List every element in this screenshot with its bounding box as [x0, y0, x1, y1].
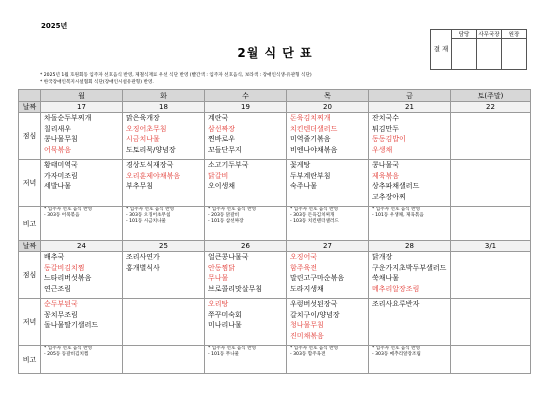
remark-row [19, 207, 531, 241]
remark-cell [287, 346, 369, 374]
menu-item: 우생채 [372, 145, 393, 154]
day-label: 날짜 [19, 102, 41, 113]
menu-item: 오징어초무침 [126, 124, 167, 133]
remark-line: * 입주자 선호 음식 반영 [372, 207, 421, 212]
approval-sign-director [502, 39, 527, 70]
menu-item: 차돌순두부찌개 [44, 114, 92, 122]
menu-item: 꽃게탕 [290, 161, 311, 169]
date-cell: 19 [205, 102, 287, 113]
remark-cell [41, 346, 123, 374]
date-cell: 27 [287, 241, 369, 252]
lunch-cell [205, 252, 287, 299]
remark-cell [451, 346, 531, 374]
dinner-cell [287, 160, 369, 207]
menu-item: 함주육전 [290, 263, 318, 272]
weekday-header-row [19, 90, 531, 102]
lunch-cell [287, 252, 369, 299]
menu-item: 두부계란부침 [290, 171, 331, 180]
remark-cell [123, 207, 205, 241]
remark-line: * 입주자 선호 음식 반영 [44, 207, 93, 212]
approval-label: 결 재 [431, 30, 452, 70]
remark-cell [369, 207, 451, 241]
weekday-header: 수 [205, 90, 287, 102]
remark-line: * 입주자 선호 음식 반영 [290, 346, 339, 351]
date-cell: 25 [123, 241, 205, 252]
dinner-cell [451, 160, 531, 207]
remark-cell [369, 346, 451, 374]
remark-line: - 101동 삼선짜장 [208, 219, 244, 224]
remark-line: - 303동 돈육김치찌개 [290, 213, 335, 218]
remark-line: * 입주자 선호 음식 반영 [126, 207, 175, 212]
menu-item: 숙주나물 [290, 182, 318, 190]
date-cell: 24 [41, 241, 123, 252]
menu-item: 배추국 [44, 253, 65, 261]
menu-item: 쑥채나물 [372, 274, 400, 282]
menu-item: 튀김만두 [372, 124, 400, 133]
date-row [19, 241, 531, 252]
remark-cell [451, 207, 531, 241]
menu-item: 오리훈제야채볶음 [126, 171, 181, 180]
remark-line: * 입주자 선호 음식 반영 [44, 346, 93, 351]
meal-table [18, 89, 531, 374]
dinner-cell [369, 299, 451, 346]
menu-item: 꽁치무조림 [44, 310, 78, 319]
menu-item: 홍개별식사 [126, 263, 160, 272]
menu-item: 비엔나야채볶음 [290, 145, 338, 154]
dinner-cell [369, 160, 451, 207]
lunch-label: 점심 [19, 252, 41, 299]
menu-item: 어묵볶음 [44, 145, 72, 154]
weekday-header: 화 [123, 90, 205, 102]
dinner-cell [41, 160, 123, 207]
remark-line: - 103동 치킨텐더샐러드 [290, 219, 339, 224]
menu-item: 돈육김치찌개 [290, 114, 331, 122]
menu-item: 미나리나물 [208, 321, 242, 329]
menu-item: 진미채볶음 [290, 331, 324, 340]
dinner-label: 저녁 [19, 160, 41, 207]
menu-item: 동갈비김치찜 [44, 263, 85, 272]
date-cell: 3/1 [451, 241, 531, 252]
menu-item: 세발나물 [44, 182, 72, 190]
menu-item: 오리탕 [208, 300, 229, 308]
approval-box [430, 29, 527, 70]
approval-header-director: 원장 [502, 30, 527, 39]
date-cell: 28 [369, 241, 451, 252]
lunch-cell [123, 113, 205, 160]
remark-line: - 303동 오징어초무침 [126, 213, 171, 218]
page-title: 2월 식 단 표 [237, 46, 313, 60]
date-cell: 20 [287, 102, 369, 113]
approval-sign-staff [452, 39, 477, 70]
date-cell: 26 [205, 241, 287, 252]
dinner-cell [41, 299, 123, 346]
menu-item: 오징어국 [290, 253, 318, 261]
remark-line: * 입주자 선호 음식 반영 [208, 346, 257, 351]
weekday-header: 금 [369, 90, 451, 102]
lunch-cell [205, 113, 287, 160]
dinner-cell [205, 299, 287, 346]
date-cell: 18 [123, 102, 205, 113]
menu-item: 가자미조림 [44, 171, 78, 180]
menu-item: 부추무침 [126, 182, 154, 190]
approval-sign-secretary [477, 39, 502, 70]
menu-item: 꼬들단무지 [208, 145, 242, 154]
date-cell: 22 [451, 102, 531, 113]
menu-item: 도라지생채 [290, 284, 324, 293]
menu-item: 조리사요루반자 [372, 300, 420, 308]
menu-item: 구운가지초박두부샐러드 [372, 263, 447, 272]
lunch-cell [287, 113, 369, 160]
approval-header-staff: 담당 [452, 30, 477, 39]
menu-item: 삼선짜장 [208, 124, 236, 133]
weekday-header: 목 [287, 90, 369, 102]
menu-item: 메추리알장조림 [372, 284, 420, 293]
remark-cell [123, 346, 205, 374]
menu-item: 동동김밥이 [372, 135, 406, 143]
menu-item: 우렁버섯된장국 [290, 300, 338, 308]
menu-item: 찐바로우 [208, 135, 236, 143]
menu-item: 연근조림 [44, 284, 72, 293]
remark-line: * 입주자 선호 음식 반영 [290, 207, 339, 212]
menu-item: 도토리묵/양념장 [126, 145, 176, 154]
note-line: * 한국장애인복지시설협회 식단(장애인시설유관형) 반영. [40, 80, 154, 85]
menu-item: 얼큰콩나물국 [208, 253, 249, 261]
lunch-cell [123, 252, 205, 299]
remark-cell [287, 207, 369, 241]
remark-line: - 205동 동갈비김치찜 [44, 352, 89, 357]
menu-item: 브로콜리맛살무침 [208, 284, 263, 293]
menu-item: 콩나물무침 [44, 135, 78, 143]
remark-label: 비고 [19, 346, 41, 374]
menu-item: 무나물 [208, 274, 229, 282]
remark-label: 비고 [19, 207, 41, 241]
dinner-row [19, 299, 531, 346]
menu-item: 제육볶음 [372, 171, 400, 180]
notes [40, 72, 312, 86]
remark-line: * 입주자 선호 음식 반영 [372, 346, 421, 351]
date-cell: 17 [41, 102, 123, 113]
remark-line: - 101동 우생채, 제육볶음 [372, 213, 424, 218]
remark-line: * 입주자 선호 음식 반영 [208, 207, 257, 212]
menu-item: 상추파채샐러드 [372, 182, 420, 190]
remark-cell [205, 346, 287, 374]
menu-item: 닭갈비 [208, 171, 229, 180]
menu-item: 갈치구이/양념장 [290, 310, 340, 319]
menu-item: 경상도식재장국 [126, 161, 174, 169]
menu-item: 치킨텐더샐러드 [290, 124, 338, 133]
remark-line: - 303동 메추리알장조림 [372, 352, 421, 357]
weekday-header: 월 [41, 90, 123, 102]
menu-item: 황태미역국 [44, 161, 78, 169]
remark-line: - 303동 어묵볶음 [44, 213, 80, 218]
lunch-row [19, 113, 531, 160]
remark-line: - 303동 함주육전 [290, 352, 326, 357]
day-label: 날짜 [19, 241, 41, 252]
remark-line: - 101동 무나물 [208, 352, 240, 357]
menu-item: 쭈꾸미숙회 [208, 310, 242, 319]
remark-cell [205, 207, 287, 241]
dinner-cell [287, 299, 369, 346]
lunch-label: 점심 [19, 113, 41, 160]
dinner-label: 저녁 [19, 299, 41, 346]
remark-line: - 203동 닭갈비 [208, 213, 240, 218]
menu-item: 소고기두부국 [208, 161, 249, 169]
menu-item: 안동찜닭 [208, 263, 236, 272]
remark-cell [41, 207, 123, 241]
lunch-cell [41, 252, 123, 299]
menu-item: 잔치국수 [372, 114, 400, 122]
corner-cell [19, 90, 41, 102]
lunch-cell [451, 252, 531, 299]
menu-item: 칠리새우 [44, 124, 72, 133]
menu-item: 순두부된국 [44, 300, 78, 308]
menu-item: 돌나물딸기샐러드 [44, 321, 99, 329]
menu-item: 미역줄기볶음 [290, 135, 331, 143]
menu-item: 계란국 [208, 114, 229, 122]
menu-item: 오이생채 [208, 182, 236, 190]
menu-item: 고추장아찌 [372, 192, 406, 201]
menu-item: 느타리버섯볶음 [44, 274, 92, 282]
dinner-cell [123, 160, 205, 207]
dinner-row [19, 160, 531, 207]
lunch-row [19, 252, 531, 299]
menu-item: 맑은육개장 [126, 114, 160, 122]
lunch-cell [369, 113, 451, 160]
weekday-header: 토(주말) [451, 90, 531, 102]
menu-item: 조리사연가 [126, 253, 160, 261]
lunch-cell [451, 113, 531, 160]
note-line: * 2025년 1월 호원회동 입주자 선호음식 반영, 제철식재료 우선 식단 반영 (빨간색 : 입주자 선호음식, 보라색 : 장애인식생·유관형 식단) [40, 73, 312, 78]
menu-item: 말린고구마순볶음 [290, 274, 345, 282]
lunch-cell [41, 113, 123, 160]
remark-line: - 101동 시금치나물 [126, 219, 166, 224]
remark-row [19, 346, 531, 374]
lunch-cell [369, 252, 451, 299]
date-cell: 21 [369, 102, 451, 113]
menu-item: 시금치나물 [126, 135, 160, 143]
menu-item: 콩나물국 [372, 161, 400, 169]
approval-header-secretary: 사무국장 [477, 30, 502, 39]
date-row [19, 102, 531, 113]
dinner-cell [205, 160, 287, 207]
dinner-cell [451, 299, 531, 346]
year-label: 2025년 [41, 22, 68, 30]
menu-item: 청나물무침 [290, 321, 324, 329]
dinner-cell [123, 299, 205, 346]
menu-item: 닭개장 [372, 253, 393, 261]
